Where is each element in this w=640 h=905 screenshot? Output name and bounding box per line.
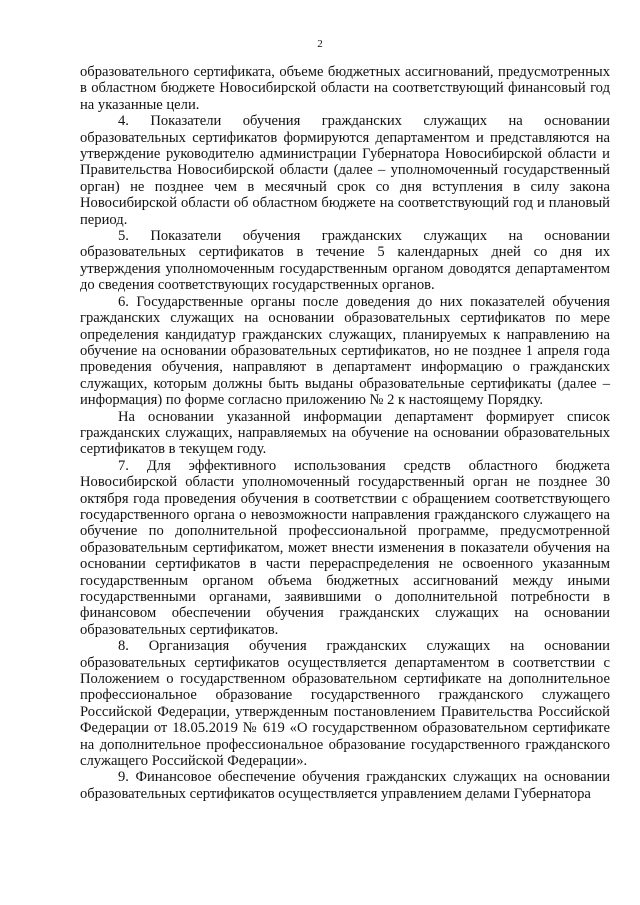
- paragraph-item-7: 7. Для эффективного использования средств областного бюджета Новосибирской области уполномоченный государственный орган не позднее 30 октября года проведения обучения в соответствии с обращением соответствующего государственного органа о невозможности направления гражданского служащего на обучение по дополнительной профессиональной программе, предусмотренной образовательным сертификатом, может внести изменения в показатели обучения на основании сертификатов в части перераспределения не освоенного указанным государственным органом объема бюджетных ассигнований между иными государственными органами, заявившими о дополнительной потребности в финансовом обеспечении обучения гражданских служащих на основании образовательных сертификатов.: [80, 457, 610, 638]
- paragraph-item-4: 4. Показатели обучения гражданских служащих на основании образовательных сертификатов формируются департаментом и представляются на утверждение руководителю администрации Губернатора Новосибирской области и Правительства Новосибирской области (далее – уполномоченный государственный орган) не позднее чем в месячный срок со дня вступления в силу закона Новосибирской области об областном бюджете на соответствующий год и плановый период.: [80, 113, 610, 228]
- paragraph-item-9: 9. Финансовое обеспечение обучения гражданских служащих на основании образовательных сертификатов осуществляется управлением делами Губернатора: [80, 769, 610, 802]
- paragraph-item-5: 5. Показатели обучения гражданских служащих на основании образовательных сертификатов в течение 5 календарных дней со дня их утверждения уполномоченным государственным органом доводятся департаментом до сведения соответствующих государственных органов.: [80, 228, 610, 294]
- page-number: 2: [317, 38, 323, 50]
- paragraph-continuation: образовательного сертификата, объеме бюджетных ассигнований, предусмотренных в областном бюджете Новосибирской области на соответствующий финансовый год на указанные цели.: [80, 64, 610, 113]
- paragraph-item-6: 6. Государственные органы после доведения до них показателей обучения гражданских служащих на основании образовательных сертификатов по мере определения кандидатур гражданских служащих, планируемых к направлению на обучение на основании образовательных сертификатов, но не позднее 1 апреля года проведения обучения, направляют в департамент информацию о гражданских служащих, которым должны быть выданы образовательные сертификаты (далее – информация) по форме согласно приложению № 2 к настоящему Порядку.: [80, 293, 610, 409]
- document-body: [80, 64, 610, 802]
- paragraph-item-6-continued: На основании указанной информации департамент формирует список гражданских служащих, направляемых на обучение на основании образовательных сертификатов в текущем году.: [80, 408, 610, 458]
- paragraph-item-8: 8. Организация обучения гражданских служащих на основании образовательных сертификатов осуществляется департаментом в соответствии с Положением о государственном образовательном сертификате на дополнительное профессиональное образование государственного гражданского служащего Российской Федерации, утвержденным постановлением Правительства Российской Федерации от 18.05.2019 № 619 «О государственном образовательном сертификате на дополнительное профессиональное образование государственного гражданского служащего Российской Федерации».: [80, 638, 610, 770]
